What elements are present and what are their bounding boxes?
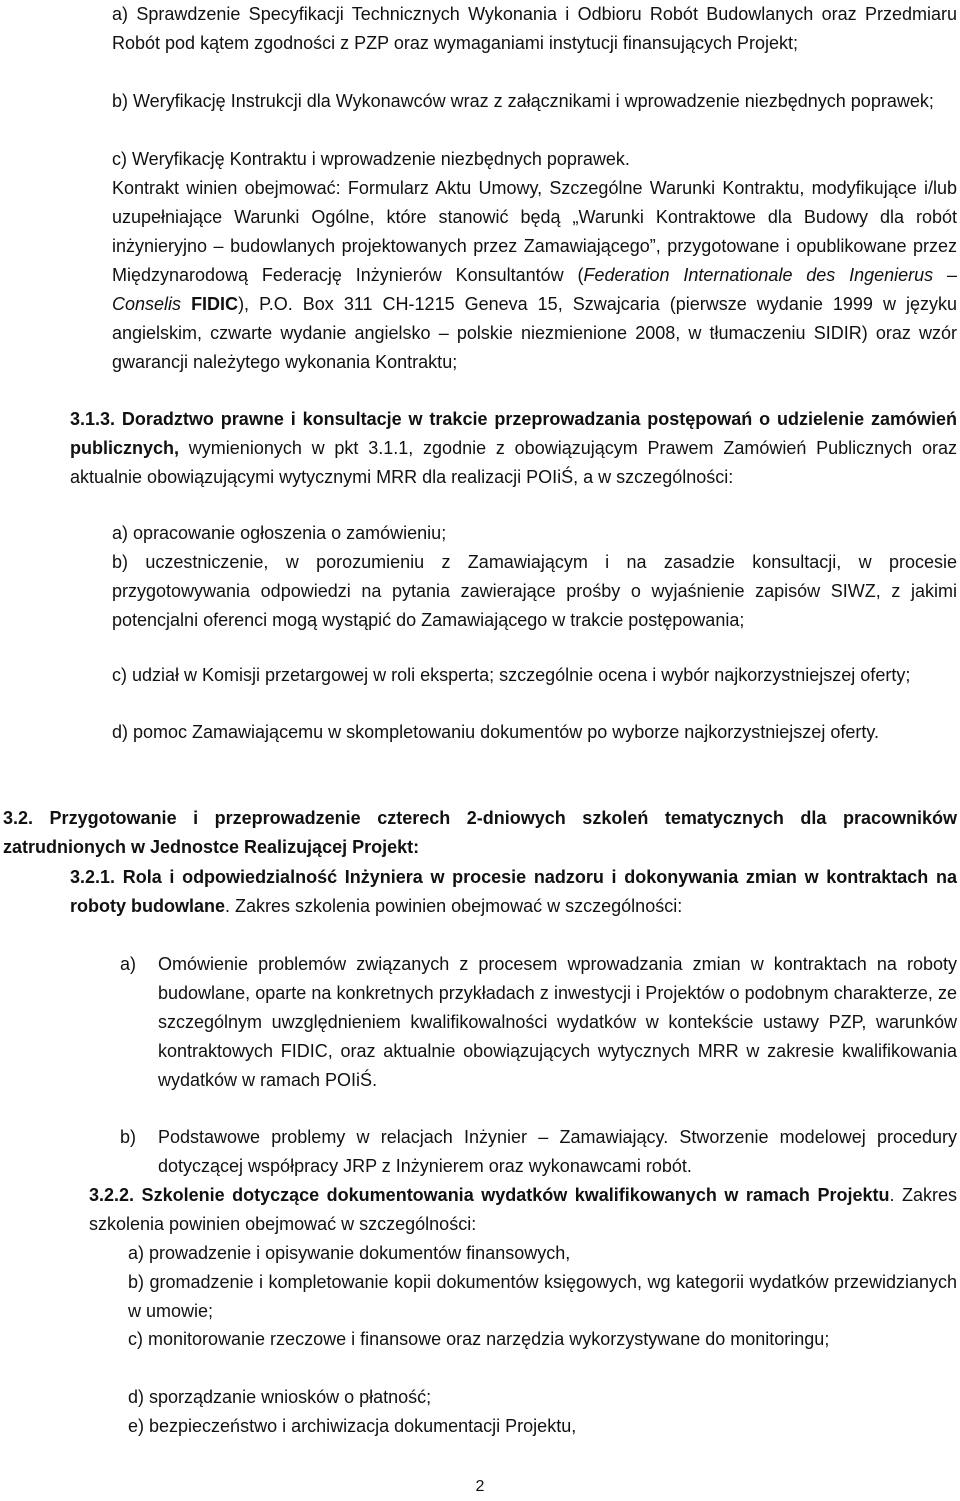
kontrakt-text-1: Kontrakt winien obejmować: Formularz Aktu Umowy, Szczególne Warunki Kontraktu, modyfikujące i/lub uzupełniające Warunki Ogólne, które stanowić będą „Warunki Kontraktowe dla Budowy dla robót inżynieryjno – budowlanych projektowanych przez Zamawiającego”, przygotowane i opublikowane przez Międzynarodową Federację Inżynierów Konsultantów (: [112, 178, 957, 285]
list-item: d) sporządzanie wniosków o płatność;: [128, 1387, 432, 1407]
section-313-paragraph: [70, 405, 957, 492]
list-item: a) opracowanie ogłoszenia o zamówieniu;: [112, 523, 447, 543]
list-item: a) Sprawdzenie Specyfikacji Technicznych Wykonania i Odbioru Robót Budowlanych oraz Przedmiaru Robót pod kątem zgodności z PZP oraz wymaganiami instytucji finansujących Projekt;: [112, 4, 957, 53]
list-item: e) bezpieczeństwo i archiwizacja dokumentacji Projektu,: [128, 1416, 577, 1436]
list-item: c) monitorowanie rzeczowe i finansowe oraz narzędzia wykorzystywane do monitoringu;: [128, 1329, 830, 1349]
section-313-text: wymienionych w pkt 3.1.1, zgodnie z obowiązującym Prawem Zamówień Publicznych oraz aktualnie obowiązującymi wytycznymi MRR dla realizacji POIiŚ, a w szczególności:: [70, 438, 957, 487]
list-item: b) uczestniczenie, w porozumieniu z Zamawiającym i na zasadzie konsultacji, w procesie przygotowywania odpowiedzi na pytania zawierające prośby o wyjaśnienie zapisów SIWZ, z jakimi potencjalni oferenci mogą wystąpić do Zamawiającego w trakcie postępowania;: [112, 552, 957, 630]
section-322-text: . Zakres szkolenia powinien obejmować w szczególności:: [89, 1185, 958, 1234]
list-item-label: b): [120, 1127, 137, 1147]
list-item-text: Podstawowe problemy w relacjach Inżynier – Zamawiający. Stworzenie modelowej procedury dotyczącej współpracy JRP z Inżynierem oraz wykonawcami robót.: [158, 1127, 957, 1176]
list-item: c) Weryfikację Kontraktu i wprowadzenie niezbędnych poprawek.: [112, 149, 630, 169]
section-321-text: . Zakres szkolenia powinien obejmować w szczególności:: [225, 896, 683, 916]
kontrakt-text-2: ), P.O. Box 311 CH-1215 Geneva 15, Szwajcaria (pierwsze wydanie 1999 w języku angielskim, czwarte wydanie angielsko – polskie niezmienione 2008, w tłumaczeniu SIDIR) oraz wzór gwarancji należytego wykonania Kontraktu;: [112, 294, 957, 372]
kontrakt-italic: Federation Internationale des Ingenierus – Conselis: [112, 265, 958, 314]
section-322-paragraph: [89, 1181, 957, 1239]
kontrakt-bold: FIDIC: [191, 294, 239, 314]
kontrakt-paragraph: [112, 174, 957, 377]
list-item: b) gromadzenie i kompletowanie kopii dokumentów księgowych, wg kategorii wydatków przewidzianych w umowie;: [128, 1272, 957, 1321]
section-313-heading: 3.1.3. Doradztwo prawne i konsultacje w trakcie przeprowadzania postępowań o udzielenie zamówień publicznych,: [70, 409, 957, 458]
list-item: c) udział w Komisji przetargowej w roli eksperta; szczególnie ocena i wybór najkorzystniejszej oferty;: [112, 665, 911, 685]
page-number: 2: [475, 1478, 485, 1495]
section-32-heading: 3.2. Przygotowanie i przeprowadzenie czterech 2-dniowych szkoleń tematycznych dla pracowników zatrudnionych w Jednostce Realizującej Projekt:: [3, 808, 957, 857]
list-item: b) Weryfikację Instrukcji dla Wykonawców wraz z załącznikami i wprowadzenie niezbędnych poprawek;: [112, 91, 934, 111]
section-321-heading: 3.2.1. Rola i odpowiedzialność Inżyniera w procesie nadzoru i dokonywania zmian w kontraktach na roboty budowlane: [70, 867, 957, 916]
list-item: a) prowadzenie i opisywanie dokumentów finansowych,: [128, 1243, 571, 1263]
list-item-text: Omówienie problemów związanych z procesem wprowadzania zmian w kontraktach na roboty budowlane, oparte na konkretnych przykładach z inwestycji i Projektów o podobnym charakterze, ze szczególnym uwzględnieniem kwalifikowalności wydatków w kontekście ustawy PZP, warunków kontraktowych FIDIC, oraz aktualnie obowiązujących wytycznych MRR w zakresie kwalifikowania wydatków w ramach POIiŚ.: [158, 954, 957, 1090]
section-321-paragraph: [70, 863, 957, 921]
list-item: d) pomoc Zamawiającemu w skompletowaniu dokumentów po wyborze najkorzystniejszej oferty.: [112, 722, 879, 742]
section-322-heading: 3.2.2. Szkolenie dotyczące dokumentowania wydatków kwalifikowanych w ramach Projektu: [89, 1185, 890, 1205]
list-item-label: a): [120, 954, 137, 974]
